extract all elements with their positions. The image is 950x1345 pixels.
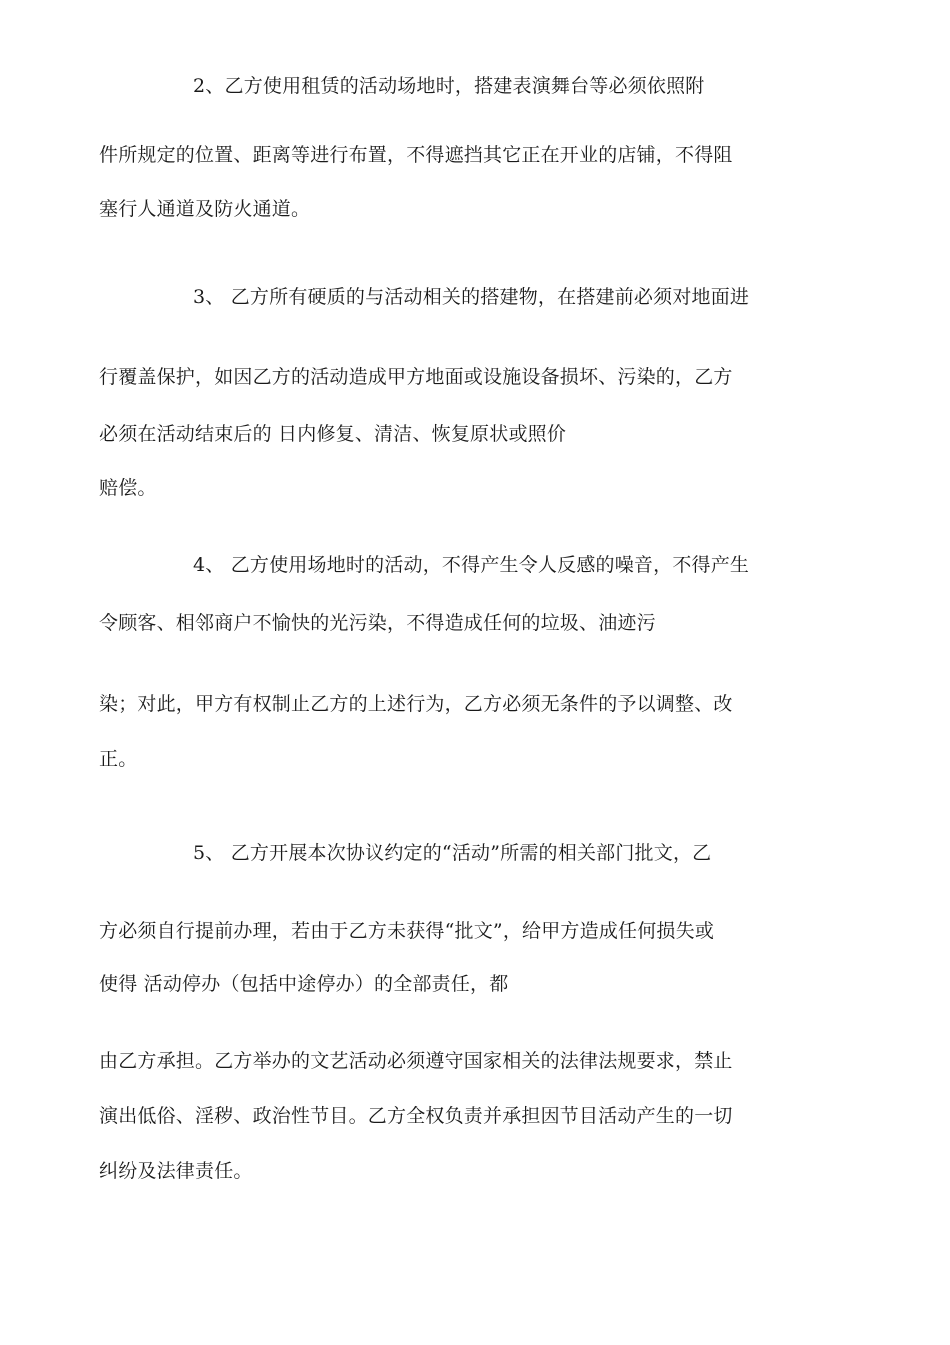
clause-5-line-3: 使得 活动停办（包括中途停办）的全部责任，都 [99, 973, 509, 995]
clause-2-line-2: 件所规定的位置、距离等进行布置，不得遮挡其它正在开业的店铺，不得阻 [99, 144, 733, 166]
clause-3-line-4: 赔偿。 [99, 477, 157, 499]
clause-2-line-3: 塞行人通道及防火通道。 [99, 198, 311, 220]
clause-2-line-1: 2、乙方使用租赁的活动场地时，搭建表演舞台等必须依照附 [193, 75, 705, 97]
clause-4-line-2: 令顾客、相邻商户不愉快的光污染，不得造成任何的垃圾、油迹污 [99, 612, 656, 634]
clause-5-line-6: 纠纷及法律责任。 [99, 1160, 253, 1182]
clause-3-line-1: 3、 乙方所有硬质的与活动相关的搭建物，在搭建前必须对地面进 [193, 286, 750, 308]
clause-4-line-1: 4、 乙方使用场地时的活动，不得产生令人反感的噪音，不得产生 [193, 554, 750, 576]
clause-5-line-5: 演出低俗、淫秽、政治性节目。乙方全权负责并承担因节目活动产生的一切 [99, 1105, 733, 1127]
clause-5-line-2: 方必须自行提前办理，若由于乙方未获得“批文”，给甲方造成任何损失或 [99, 920, 715, 942]
clause-4-line-4: 正。 [99, 748, 138, 770]
clause-5-line-1: 5、 乙方开展本次协议约定的“活动”所需的相关部门批文，乙 [193, 842, 712, 864]
clause-5-line-4: 由乙方承担。乙方举办的文艺活动必须遵守国家相关的法律法规要求，禁止 [99, 1050, 733, 1072]
clause-3-line-2: 行覆盖保护，如因乙方的活动造成甲方地面或设施设备损坏、污染的，乙方 [99, 366, 733, 388]
clause-4-line-3: 染；对此，甲方有权制止乙方的上述行为，乙方必须无条件的予以调整、改 [99, 693, 733, 715]
clause-3-line-3: 必须在活动结束后的 日内修复、清洁、恢复原状或照价 [99, 423, 567, 445]
